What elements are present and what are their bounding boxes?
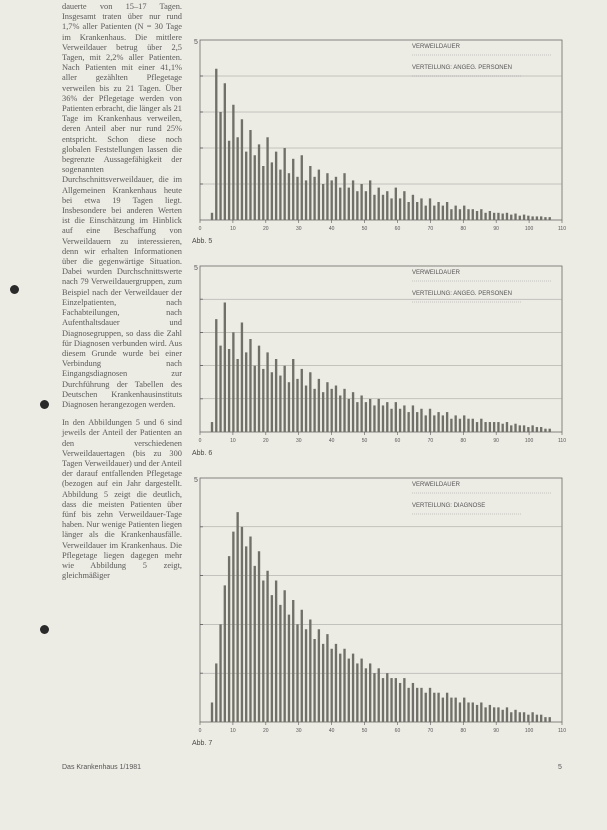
x-tick-label: 50: [361, 438, 368, 444]
legend-subtitle: VERTEILUNG: ANGEG. PERSONEN: [412, 65, 512, 71]
figure-6-label: Abb. 6: [192, 450, 213, 457]
paragraph-1: dauerte von 15–17 Tagen. Insgesamt traten über nur rund 1,7% aller Patienten (N = 30 Tage im Krankenhaus. Die mittlere Verweildauer betrug über 2,5 Tagen, mit 2,2% aller Patienten. Nach Patienten mit einer 41,1% aller gezählten Pflegetage verweilen bis zu 21 Tagen. Über 36% der Pflegetage werden von Patienten erbracht, die länger als 21 Tage im Krankenhaus verweilen, deren Anteil aber nur rund 25% entspricht. Schon diese noch globalen Feststellungen lassen die begrenzte Aussagefähigkeit der sogenannten Durchschnittsverweildauer, die im Allgemeinen Krankenhaus heute bei etwa 19 Tagen liegt. Insbesondere bei anderen Werten ist die Einschätzung im Hinblick auf eine Beschaffung von Verweildauern zu interessieren, denn wir erhalten Informationen über die gegenwärtige Situation. Dabei wurden Durchschnittswerte nach 79 Verweildauergruppen, zum Beispiel nach der Verweildauer der Einzelpatienten, nach Fachabteilungen, nach Aufenthaltsdauer und Diagnosegruppen, so dass die Zahl für Diagnosen verbunden wird. Aus diesem Grunde wurde bei einer Verbindung nach Eingangsdiagnosen zur Durchführung der Tabellen des Deutschen Krankenhausinstituts Diagnosen herangezogen werden.: [62, 2, 182, 409]
x-tick-label: 100: [524, 438, 534, 444]
x-tick-label: 40: [328, 226, 335, 232]
x-tick-label: 50: [361, 728, 368, 734]
x-tick-label: 50: [361, 226, 368, 232]
x-tick-label: 30: [295, 438, 302, 444]
x-tick-label: 110: [558, 226, 566, 232]
x-tick-label: 10: [230, 226, 236, 232]
x-tick-label: 40: [328, 728, 335, 734]
punch-hole-top: [10, 285, 19, 294]
x-tick-label: 10: [230, 728, 236, 734]
article-text-column: [62, 2, 182, 589]
x-tick-label: 90: [493, 226, 499, 232]
x-tick-label: 0: [198, 728, 202, 734]
punch-hole-middle: [40, 400, 49, 409]
legend-subtitle: VERTEILUNG: DIAGNOSE: [412, 503, 486, 509]
x-tick-label: 20: [263, 438, 269, 444]
y-tick-label: 5: [194, 265, 198, 272]
figure-6-chart: [192, 260, 568, 446]
x-tick-label: 10: [230, 438, 236, 444]
x-tick-label: 80: [460, 438, 467, 444]
x-tick-label: 80: [460, 226, 467, 232]
x-tick-label: 30: [295, 226, 302, 232]
x-tick-label: 20: [263, 728, 269, 734]
x-tick-label: 70: [427, 728, 434, 734]
x-tick-label: 80: [460, 728, 467, 734]
figure-5-chart: [192, 34, 568, 234]
punch-hole-bottom: [40, 625, 49, 634]
x-tick-label: 0: [198, 226, 202, 232]
x-tick-label: 100: [524, 728, 534, 734]
x-tick-label: 90: [493, 438, 499, 444]
x-tick-label: 40: [328, 438, 335, 444]
figure-7-label: Abb. 7: [192, 740, 213, 747]
paragraph-2: In den Abbildungen 5 und 6 sind jeweils der Anteil der Patienten an den verschiedenen Verweildauertagen (bis zu 300 Tagen Verweildauer) und der Anteil der darauf entfallenden Pflegetage (bezogen auf ein Jahr dargestellt. Abbildung 5 zeigt die deutlich, dass die meisten Patienten über fünf bis zehn Verweildauer-Tage haben. Nur wenige Patienten liegen länger als die Krankenhausfälle. Verweildauer im Krankenhaus. Die Pflegetage liegen dagegen mehr wie Abbildung 5 zeigt, gleichmäßiger: [62, 418, 182, 581]
y-tick-label: 5: [194, 477, 198, 484]
x-tick-label: 70: [427, 438, 434, 444]
x-tick-label: 110: [558, 438, 566, 444]
x-tick-label: 20: [263, 226, 269, 232]
x-tick-label: 30: [295, 728, 302, 734]
x-tick-label: 60: [394, 226, 401, 232]
x-tick-label: 100: [524, 226, 534, 232]
figure-7-chart: [192, 472, 568, 736]
x-tick-label: 90: [493, 728, 499, 734]
x-tick-label: 110: [558, 728, 566, 734]
y-tick-label: 5: [194, 39, 198, 46]
legend-subtitle: VERTEILUNG: ANGEG. PERSONEN: [412, 291, 512, 297]
x-tick-label: 70: [427, 226, 434, 232]
legend-title: VERWEILDAUER: [412, 482, 460, 488]
x-tick-label: 0: [198, 438, 202, 444]
x-tick-label: 60: [394, 438, 401, 444]
figure-5-label: Abb. 5: [192, 238, 213, 245]
x-tick-label: 60: [394, 728, 401, 734]
legend-title: VERWEILDAUER: [412, 44, 460, 50]
footer-page-number: 5: [558, 764, 562, 771]
footer-publication: Das Krankenhaus 1/1981: [62, 764, 141, 771]
legend-title: VERWEILDAUER: [412, 270, 460, 276]
